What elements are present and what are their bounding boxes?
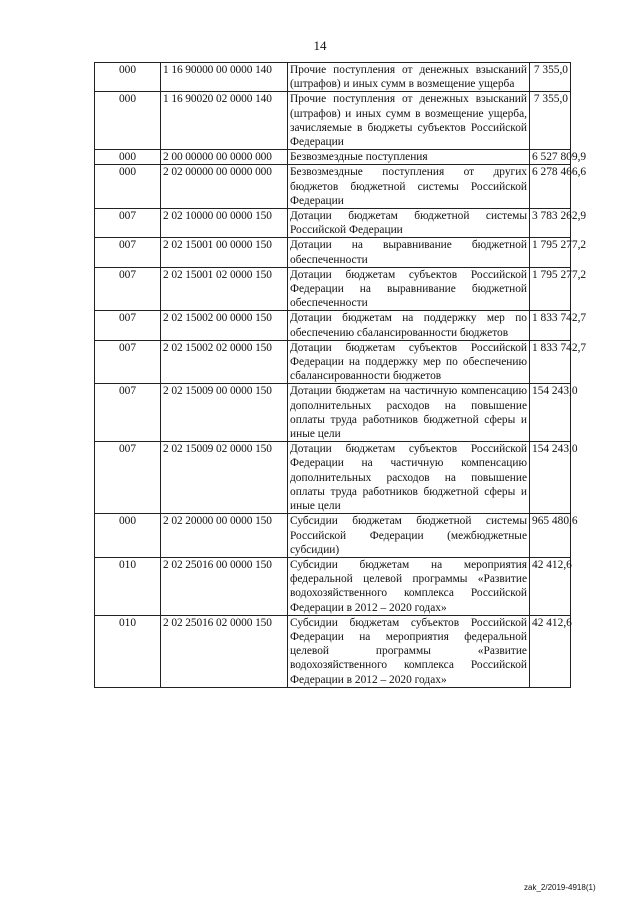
amount-cell: 42 412,6 xyxy=(530,615,571,687)
table-row xyxy=(95,557,571,615)
revenue-name-cell: Безвозмездные поступления xyxy=(288,150,530,165)
amount-cell: 6 527 809,9 xyxy=(530,150,571,165)
table-row xyxy=(95,92,571,150)
revenue-name-cell: Дотации бюджетам субъектов Российской Федерации на выравнивание бюджетной обеспеченности xyxy=(288,267,530,311)
revenue-name-cell: Прочие поступления от денежных взысканий (штрафов) и иных сумм в возмещение ущерба, зачисляемые в бюджеты субъектов Российской Федерации xyxy=(288,92,530,150)
revenue-name-cell: Дотации бюджетам субъектов Российской Федерации на поддержку мер по обеспечению сбалансированности бюджетов xyxy=(288,340,530,384)
budget-classification-code-cell: 1 16 90020 02 0000 140 xyxy=(161,92,288,150)
page-number: 14 xyxy=(313,38,327,53)
revenue-name-cell: Субсидии бюджетам субъектов Российской Федерации на мероприятия федеральной целевой программы «Развитие водохозяйственного комплекса Российской Федерации в 2012 – 2020 годах» xyxy=(288,615,530,687)
table-row xyxy=(95,150,571,165)
admin-code-cell: 000 xyxy=(95,63,161,92)
admin-code-cell: 007 xyxy=(95,267,161,311)
revenue-name-cell: Прочие поступления от денежных взысканий (штрафов) и иных сумм в возмещение ущерба xyxy=(288,63,530,92)
budget-classification-code-cell: 2 02 25016 02 0000 150 xyxy=(161,615,288,687)
amount-cell: 965 480,6 xyxy=(530,514,571,558)
admin-code-cell: 007 xyxy=(95,311,161,340)
amount-cell: 1 795 277,2 xyxy=(530,267,571,311)
admin-code-cell: 000 xyxy=(95,150,161,165)
revenue-name-cell: Безвозмездные поступления от других бюджетов бюджетной системы Российской Федерации xyxy=(288,165,530,209)
budget-classification-code-cell: 2 02 20000 00 0000 150 xyxy=(161,514,288,558)
admin-code-cell: 000 xyxy=(95,514,161,558)
budget-classification-code-cell: 2 02 15001 02 0000 150 xyxy=(161,267,288,311)
document-footer-code: zak_2/2019-4918(1) xyxy=(524,883,596,892)
amount-cell: 154 243,0 xyxy=(530,384,571,442)
table-row xyxy=(95,615,571,687)
admin-code-cell: 007 xyxy=(95,238,161,267)
admin-code-cell: 000 xyxy=(95,165,161,209)
budget-classification-code-cell: 2 02 15001 00 0000 150 xyxy=(161,238,288,267)
amount-cell: 3 783 262,9 xyxy=(530,209,571,238)
budget-classification-code-cell: 2 02 15002 00 0000 150 xyxy=(161,311,288,340)
table-row xyxy=(95,384,571,442)
table-row xyxy=(95,267,571,311)
budget-classification-code-cell: 2 02 15009 00 0000 150 xyxy=(161,384,288,442)
admin-code-cell: 010 xyxy=(95,557,161,615)
amount-cell: 42 412,6 xyxy=(530,557,571,615)
budget-classification-code-cell: 2 00 00000 00 0000 000 xyxy=(161,150,288,165)
budget-classification-code-cell: 1 16 90000 00 0000 140 xyxy=(161,63,288,92)
amount-cell: 1 833 742,7 xyxy=(530,340,571,384)
revenue-name-cell: Субсидии бюджетам на мероприятия федеральной целевой программы «Развитие водохозяйственного комплекса Российской Федерации в 2012 – 2020 годах» xyxy=(288,557,530,615)
table-row xyxy=(95,514,571,558)
amount-cell: 7 355,0 xyxy=(530,63,571,92)
revenue-name-cell: Дотации на выравнивание бюджетной обеспеченности xyxy=(288,238,530,267)
table-row xyxy=(95,63,571,92)
table-row xyxy=(95,311,571,340)
budget-classification-code-cell: 2 02 00000 00 0000 000 xyxy=(161,165,288,209)
table-row xyxy=(95,340,571,384)
budget-classification-code-cell: 2 02 15002 02 0000 150 xyxy=(161,340,288,384)
table-row xyxy=(95,209,571,238)
amount-cell: 6 278 466,6 xyxy=(530,165,571,209)
table-row xyxy=(95,238,571,267)
amount-cell: 7 355,0 xyxy=(530,92,571,150)
admin-code-cell: 000 xyxy=(95,92,161,150)
amount-cell: 1 795 277,2 xyxy=(530,238,571,267)
revenue-name-cell: Субсидии бюджетам бюджетной системы Российской Федерации (межбюджетные субсидии) xyxy=(288,514,530,558)
admin-code-cell: 010 xyxy=(95,615,161,687)
budget-classification-code-cell: 2 02 10000 00 0000 150 xyxy=(161,209,288,238)
admin-code-cell: 007 xyxy=(95,384,161,442)
budget-revenue-table xyxy=(94,62,587,688)
revenue-name-cell: Дотации бюджетам на поддержку мер по обеспечению сбалансированности бюджетов xyxy=(288,311,530,340)
revenue-name-cell: Дотации бюджетам на частичную компенсацию дополнительных расходов на повышение оплаты труда работников бюджетной сферы и иные цели xyxy=(288,384,530,442)
admin-code-cell: 007 xyxy=(95,209,161,238)
amount-cell: 1 833 742,7 xyxy=(530,311,571,340)
table-row xyxy=(95,165,571,209)
budget-classification-code-cell: 2 02 25016 00 0000 150 xyxy=(161,557,288,615)
table-row xyxy=(95,442,571,514)
budget-classification-code-cell: 2 02 15009 02 0000 150 xyxy=(161,442,288,514)
revenue-name-cell: Дотации бюджетам субъектов Российской Федерации на частичную компенсацию дополнительных расходов на повышение оплаты труда работников бюджетной сферы и иные цели xyxy=(288,442,530,514)
admin-code-cell: 007 xyxy=(95,442,161,514)
amount-cell: 154 243,0 xyxy=(530,442,571,514)
admin-code-cell: 007 xyxy=(95,340,161,384)
revenue-name-cell: Дотации бюджетам бюджетной системы Российской Федерации xyxy=(288,209,530,238)
